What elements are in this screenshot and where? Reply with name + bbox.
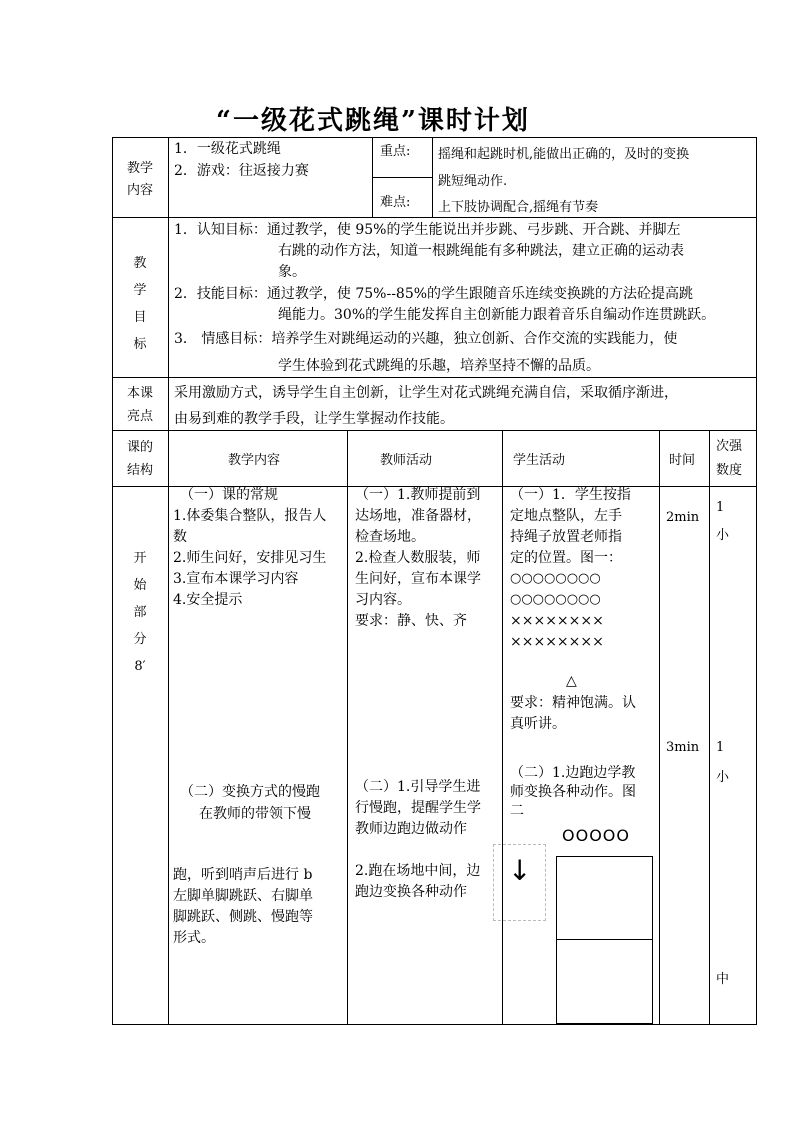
highlight-line: 由易到难的教学手段，让学生掌握动作技能。 [174,411,454,427]
header-student: 学生活动 [513,453,566,468]
header-structure: 课的 结构 [126,440,153,478]
student-line: 要求：精神饱满。认 [510,695,636,711]
formation-crosses: ×××××××× [510,613,604,629]
header-content: 教学内容 [228,453,281,468]
col-divider [709,430,710,1025]
content-line: 跑，听到哨声后进行 b [173,867,313,883]
intensity-value: 中 [716,972,730,987]
table-right-border [756,137,757,1025]
content-line: 2.师生问好，安排见习生 [173,550,327,566]
teacher-line: 生问好，宣布本课学 [355,571,481,587]
formation-circles: ○○○○○○○○ [510,592,601,607]
section-label: 开 始 部 分 8′ [133,551,147,674]
student-line: 持绳子放置老师指 [510,529,622,545]
content-line: 4.安全提示 [173,592,243,608]
content-line: 数 [173,529,187,545]
teacher-line: 行慢跑，提醒学生学 [355,800,481,816]
content-line: 1.体委集合整队，报告人 [173,508,327,524]
difficulty-label: 难点: [380,195,411,210]
highlight-line: 采用激励方式，诱导学生自主创新，让学生对花式跳绳充满自信，采取循序渐进， [174,385,678,401]
time-value: 2min [666,510,700,525]
row1-divider [432,137,433,217]
row-divider [112,217,757,218]
content-line: 形式。 [173,930,215,946]
row1-label-divider [372,177,432,178]
row-divider [112,377,757,378]
intensity-value: 1 小 [716,740,730,785]
student-line: 真听讲。 [510,716,566,732]
key-point-line: 跳短绳动作. [438,174,508,189]
teacher-line: 2.跑在场地中间，边 [355,863,481,879]
teacher-line: 2.检查人数服装，师 [355,550,481,566]
col-divider [502,430,503,1025]
teacher-line: 达场地，准备器材， [355,508,481,524]
teacher-line: 要求：静、快、齐 [355,613,467,629]
teacher-line: （一）1.教师提前到 [355,487,481,503]
teacher-line: 跑边变换各种动作 [355,884,467,900]
row1-item: 1．一级花式跳绳 [174,141,281,157]
goal-line: 3． 情感目标：培养学生对跳绳运动的兴趣，独立创新、合作交流的实践能力，使 [174,331,678,347]
col-divider [659,430,660,1025]
student-line: 二 [510,803,524,819]
content-line: 脚跳跃、侧跳、慢跑等 [173,909,313,925]
goal-line: 学生体验到花式跳绳的乐趣，培养坚持不懈的品质。 [278,358,600,374]
student-line: （一）1．学生按指 [510,487,631,503]
page-title: “一级花式跳绳”课时计划 [216,106,530,136]
student-line: 定地点整队，左手 [510,508,622,524]
content-line: 3.宣布本课学习内容 [173,571,299,587]
teacher-position-triangle: △ [566,673,577,689]
intensity-value: 1 小 [716,500,730,543]
header-teacher: 教师活动 [380,453,433,468]
col-divider [347,430,348,1025]
content-line: 在教师的带领下慢 [199,806,311,822]
student-line: 定的位置。图一： [510,550,622,566]
content-line: （二）变换方式的慢跑 [180,784,320,800]
key-point-label: 重点: [380,144,411,159]
content-line: 左脚单脚跳跃、右脚单 [173,888,313,904]
goal-line: 2．技能目标：通过教学，使 75%--85%的学生跟随音乐连续变换跳的方法砼提高跳 [174,286,694,302]
row3-label: 本课 亮点 [126,386,153,424]
row-divider [112,430,757,431]
row1-item: 2．游戏：往返接力赛 [174,163,309,179]
teacher-line: 检查场地。 [355,529,425,545]
table-bottom-border [112,1024,757,1025]
field-diagram [556,856,653,1024]
goal-line: 绳能力。30%的学生能发挥自主创新能力跟着音乐自编动作连贯跳跃。 [278,307,716,323]
row2-label: 教 学 目 标 [133,256,147,352]
difficulty-text: 上下肢协调配合,摇绳有节奏 [438,200,599,215]
formation-circles: ○○○○○○○○ [510,571,601,586]
circle-row: OOOOO [562,826,630,845]
student-line: 师变换各种动作。图 [510,784,636,800]
goal-line: 右跳的动作方法，知道一根跳绳能有多种跳法，建立正确的运动表 [278,243,684,259]
formation-crosses: ×××××××× [510,634,604,650]
teacher-line: 教师边跑边做动作 [355,821,467,837]
student-line: （二）1.边跑边学教 [510,765,636,781]
teacher-line: （二）1.引导学生进 [355,779,481,795]
goal-line: 1．认知目标：通过教学，使 95%的学生能说出并步跳、弓步跳、开合跳、并脚左 [174,222,681,238]
header-time: 时间 [669,453,696,468]
header-intensity: 次强 数度 [716,439,743,478]
key-point-line: 摇绳和起跳时机,能做出正确的，及时的变换 [438,147,690,162]
field-midline [556,939,652,940]
content-line: （一）课的常规 [180,487,278,503]
goal-line: 象。 [278,264,306,280]
down-arrow-icon: ↓ [508,854,532,887]
row1-label: 教学 内容 [126,161,153,198]
label-column-divider [168,137,169,1025]
time-value: 3min [666,740,700,755]
teacher-line: 习内容。 [355,592,411,608]
